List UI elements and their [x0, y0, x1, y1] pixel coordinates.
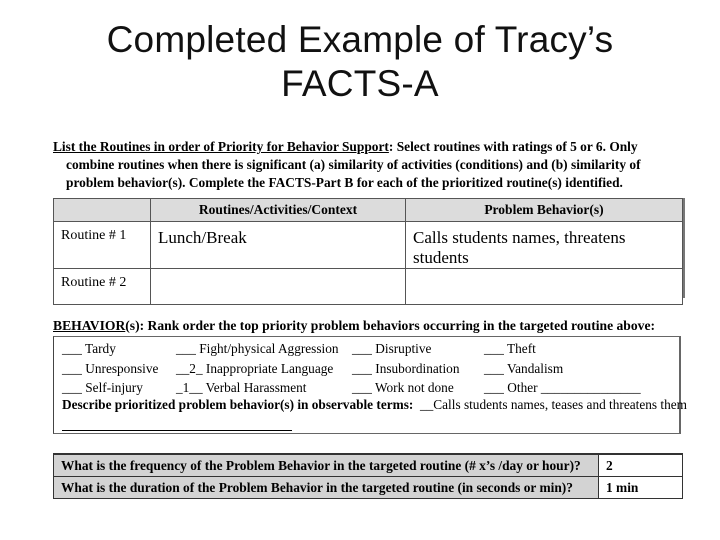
instructions-line-2: combine routines when there is significant (a) similarity of activities (conditions) and (b) similarity of	[66, 157, 641, 172]
instructions-line-1-rest: : Select routines with ratings of 5 or 6. Only	[388, 139, 638, 154]
describe-continuation-line	[62, 430, 292, 431]
table-row	[54, 269, 683, 305]
header-problem-behavior: Problem Behavior(s)	[406, 199, 683, 222]
instructions-lead: List the Routines in order of Priority for Behavior Support	[53, 139, 389, 154]
behavior-option[interactable]: ___ Insubordination	[352, 360, 460, 376]
routine-instructions	[53, 138, 681, 192]
behavior-option[interactable]: ___ Fight/physical Aggression	[176, 341, 339, 356]
slide-title	[0, 18, 720, 106]
behavior-option[interactable]: ___ Tardy	[62, 341, 116, 356]
behavior-option[interactable]: __2_ Inappropriate Language	[176, 360, 334, 376]
behavior-heading-rest: (s): Rank order the top priority problem behaviors occurring in the targeted routine above:	[125, 318, 656, 333]
routines-table	[53, 198, 683, 305]
behavior-option[interactable]: ___ Work not done	[352, 380, 454, 395]
duration-answer[interactable]: 1 min	[599, 477, 683, 499]
table-shadow-edge	[683, 198, 685, 298]
routine-activity[interactable]: Lunch/Break	[151, 222, 406, 269]
table-row	[54, 454, 683, 477]
behavior-checklist-box	[53, 336, 687, 434]
frequency-question: What is the frequency of the Problem Behavior in the targeted routine (# x’s /day or hour)?	[54, 454, 599, 477]
behavior-heading-label: BEHAVIOR	[53, 318, 126, 333]
behavior-option[interactable]: ___ Theft	[484, 341, 536, 356]
routine-activity[interactable]	[151, 269, 406, 305]
routines-table-header	[54, 199, 683, 222]
duration-question: What is the duration of the Problem Behavior in the targeted routine (in seconds or min)?	[54, 477, 599, 499]
behavior-option[interactable]: ___ Self-injury	[62, 380, 143, 395]
describe-value[interactable]: __Calls students names, teases and threatens them	[419, 397, 687, 412]
instructions-line-1	[53, 138, 681, 156]
behavior-option[interactable]: _1__ Verbal Harassment	[176, 380, 307, 395]
header-blank-cell	[54, 199, 151, 222]
describe-label: Describe prioritized problem behavior(s) in observable terms:	[62, 397, 414, 412]
behavior-option[interactable]: ___ Other _______________	[484, 380, 641, 395]
routine-label: Routine # 2	[54, 269, 151, 305]
routine-label: Routine # 1	[54, 222, 151, 269]
behavior-option[interactable]: ___ Disruptive	[352, 341, 432, 356]
behavior-option[interactable]: ___ Vandalism	[484, 360, 564, 376]
describe-behavior	[62, 397, 687, 413]
behavior-option[interactable]: ___ Unresponsive	[62, 360, 159, 376]
frequency-duration-table	[53, 453, 683, 499]
routine-problem-behavior[interactable]: Calls students names, threatens students	[406, 222, 683, 269]
routine-problem-behavior[interactable]	[406, 269, 683, 305]
table-row	[54, 477, 683, 499]
table-row	[54, 222, 683, 269]
behavior-heading	[53, 318, 693, 334]
slide-title-line-1: Completed Example of Tracy’s	[106, 19, 614, 60]
slide-title-line-2: FACTS-A	[281, 63, 439, 104]
header-routines: Routines/Activities/Context	[151, 199, 406, 222]
frequency-answer[interactable]: 2	[599, 454, 683, 477]
instructions-line-3: problem behavior(s). Complete the FACTS-Part B for each of the prioritized routine(s) identified.	[66, 175, 623, 190]
